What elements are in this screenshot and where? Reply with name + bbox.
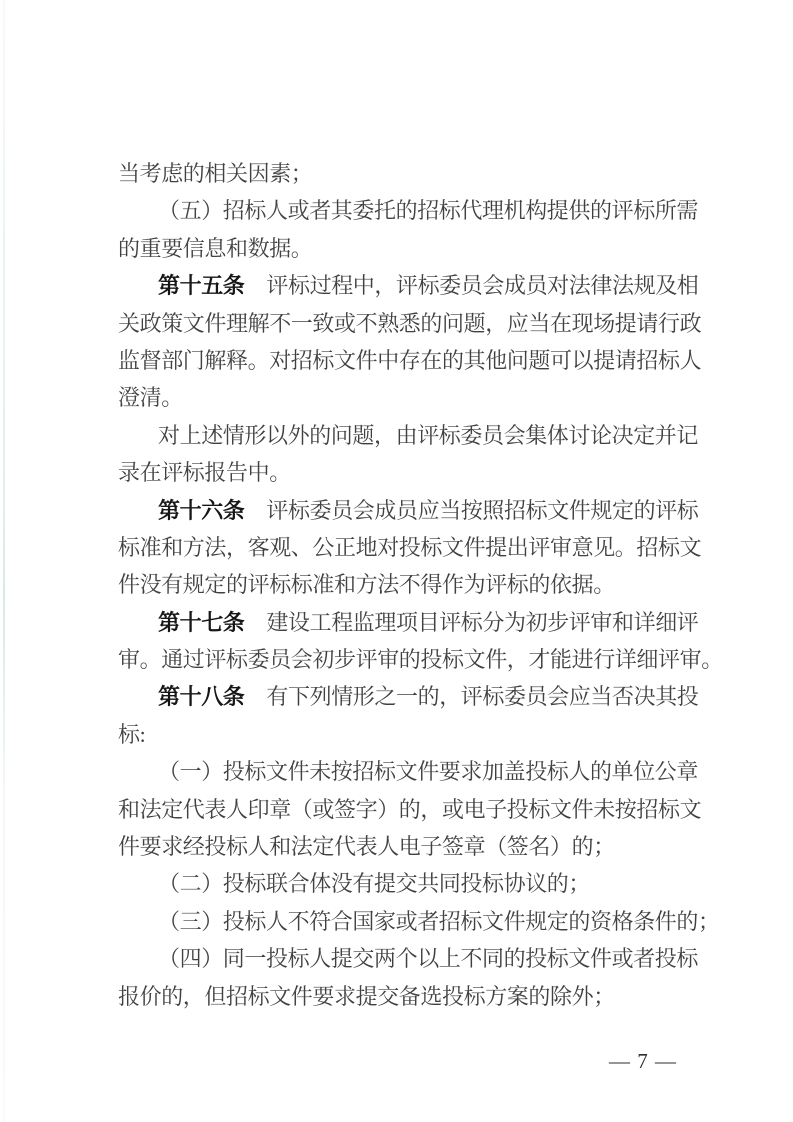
text-line-content: 对上述情形以外的问题，由评标委员会集体讨论决定并记 (158, 422, 699, 448)
text-line-content: 标: (118, 721, 146, 747)
text-line (118, 230, 703, 267)
text-line (118, 192, 703, 229)
text-line-content: （四）同一投标人提交两个以上不同的投标文件或者投标 (158, 946, 699, 972)
text-line (118, 903, 720, 940)
article-number: 第十五条 (158, 273, 245, 299)
article-number: 第十六条 (158, 497, 245, 523)
text-line (118, 865, 703, 902)
article-number: 第十八条 (158, 684, 245, 710)
text-line (118, 678, 703, 715)
text-block (118, 155, 723, 1015)
text-line (118, 978, 703, 1015)
text-line (118, 417, 703, 454)
scan-artifact-line (3, 0, 5, 1122)
page-number: — 7 — (609, 1049, 677, 1073)
text-line (118, 566, 703, 603)
text-line-content: 和法定代表人印章（或签字）的，或电子投标文件未按招标文 (118, 796, 702, 822)
article-number: 第十七条 (158, 609, 245, 635)
text-line-content: （三）投标人不符合国家或者招标文件规定的资格条件的； (158, 908, 720, 934)
text-line-content: 的重要信息和数据。 (118, 235, 313, 261)
text-line-content: 审。通过评标委员会初步评审的投标文件，才能进行详细评审。 (118, 647, 723, 673)
text-line-content: 建设工程监理项目评标分为初步评审和详细评 (266, 609, 699, 635)
text-line (118, 492, 703, 529)
text-line (118, 379, 703, 416)
text-line-content: 录在评标报告中。 (118, 460, 291, 486)
text-line-content: 标准和方法，客观、公正地对投标文件提出评审意见。招标文 (118, 534, 702, 560)
text-line (118, 753, 703, 790)
text-line (118, 828, 703, 865)
text-line (118, 155, 703, 192)
text-line (118, 716, 703, 753)
text-line (118, 940, 703, 977)
text-line (118, 267, 703, 304)
text-line-content: 件没有规定的评标标准和方法不得作为评标的依据。 (118, 572, 615, 598)
text-line-content: 监督部门解释。对招标文件中存在的其他问题可以提请招标人 (118, 347, 702, 373)
text-line (118, 791, 703, 828)
text-line (118, 342, 703, 379)
text-line (118, 604, 703, 641)
text-line (118, 529, 703, 566)
text-line (118, 641, 723, 678)
text-line-content: 评标委员会成员应当按照招标文件规定的评标 (266, 497, 699, 523)
text-line-content: 报价的，但招标文件要求提交备选投标方案的除外； (118, 983, 615, 1009)
text-line-content: 当考虑的相关因素； (118, 161, 313, 186)
text-line-content: 澄清。 (118, 385, 183, 411)
text-line-content: （二）投标联合体没有提交共同投标协议的； (158, 871, 591, 897)
text-line-content: （五）招标人或者其委托的招标代理机构提供的评标所需 (158, 198, 699, 224)
text-line (118, 454, 703, 491)
text-line-content: 评标过程中，评标委员会成员对法律法规及相 (266, 273, 699, 299)
text-line-content: （一）投标文件未按招标文件要求加盖投标人的单位公章 (158, 759, 699, 785)
text-line (118, 305, 703, 342)
text-line-content: 有下列情形之一的，评标委员会应当否决其投 (266, 684, 699, 710)
text-line-content: 关政策文件理解不一致或不熟悉的问题，应当在现场提请行政 (118, 310, 702, 336)
text-line-content: 件要求经投标人和法定代表人电子签章（签名）的； (118, 834, 615, 860)
